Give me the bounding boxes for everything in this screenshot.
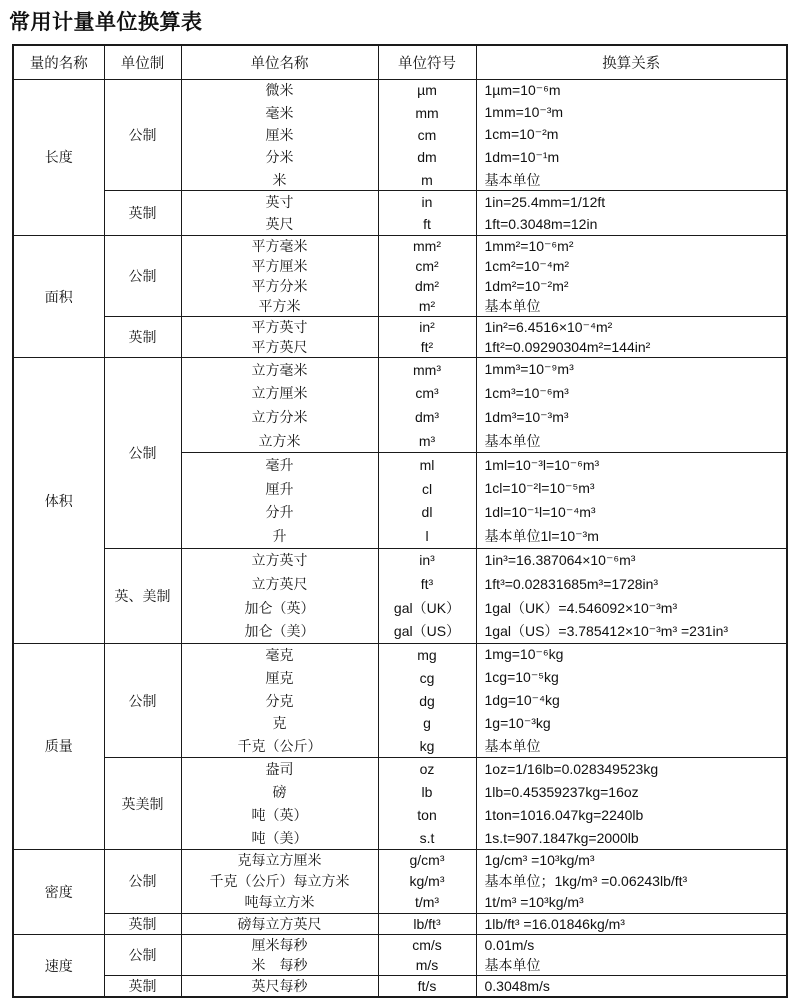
cell-unit-symbol: m² [378, 296, 476, 317]
table-row [13, 548, 787, 572]
table-header [13, 45, 787, 79]
table-body [13, 79, 787, 997]
cell-unit-system: 英制 [104, 191, 181, 236]
cell-unit-symbol: cm³ [378, 382, 476, 406]
cell-unit-symbol: oz [378, 758, 476, 781]
cell-conversion: 1in=25.4mm=1/12ft [476, 191, 787, 213]
table-row [13, 358, 787, 382]
cell-unit-symbol: ft³ [378, 572, 476, 596]
header-row [13, 45, 787, 79]
cell-unit-name: 毫克 [181, 643, 378, 666]
cell-unit-symbol: m/s [378, 955, 476, 976]
cell-unit-name: 厘米 [181, 124, 378, 146]
cell-unit-symbol: dl [378, 501, 476, 525]
cell-unit-name: 英尺 [181, 213, 378, 235]
cell-unit-symbol: ton [378, 804, 476, 827]
cell-conversion: 1cl=10⁻²l=10⁻⁵m³ [476, 477, 787, 501]
cell-unit-name: 厘克 [181, 666, 378, 689]
cell-unit-symbol: mm [378, 101, 476, 123]
cell-conversion: 1mm=10⁻³m [476, 101, 787, 123]
table-row [13, 236, 787, 257]
col-header-unit-system: 单位制 [104, 45, 181, 79]
cell-conversion: 1g=10⁻³kg [476, 712, 787, 735]
cell-unit-symbol: mg [378, 643, 476, 666]
table-row [13, 935, 787, 956]
cell-conversion: 1mg=10⁻⁶kg [476, 643, 787, 666]
cell-conversion: 1ft³=0.02831685m³=1728in³ [476, 572, 787, 596]
cell-conversion: 1ft=0.3048m=12in [476, 213, 787, 235]
conversion-table [12, 44, 788, 998]
cell-unit-symbol: in [378, 191, 476, 213]
cell-unit-symbol: m³ [378, 429, 476, 453]
col-header-unit-symbol: 单位符号 [378, 45, 476, 79]
cell-unit-symbol: dm³ [378, 405, 476, 429]
cell-unit-system: 英、美制 [104, 548, 181, 643]
cell-unit-name: 分米 [181, 146, 378, 168]
cell-conversion: 基本单位 [476, 735, 787, 758]
cell-conversion: 1dm=10⁻¹m [476, 146, 787, 168]
cell-unit-symbol: in² [378, 317, 476, 338]
cell-unit-name: 克 [181, 712, 378, 735]
cell-conversion: 1µm=10⁻⁶m [476, 79, 787, 101]
cell-unit-symbol: cm [378, 124, 476, 146]
cell-unit-symbol: mm³ [378, 358, 476, 382]
cell-quantity-name: 速度 [13, 935, 104, 998]
cell-unit-symbol: t/m³ [378, 892, 476, 913]
cell-conversion: 1mm³=10⁻⁹m³ [476, 358, 787, 382]
table-row [13, 758, 787, 781]
cell-conversion: 1dm²=10⁻²m² [476, 276, 787, 296]
cell-unit-system: 英制 [104, 913, 181, 934]
cell-unit-name: 平方毫米 [181, 236, 378, 257]
cell-unit-symbol: dm [378, 146, 476, 168]
cell-unit-system: 公制 [104, 935, 181, 976]
cell-unit-symbol: cm² [378, 256, 476, 276]
cell-unit-name: 加仑（英） [181, 596, 378, 620]
cell-quantity-name: 密度 [13, 849, 104, 934]
cell-unit-symbol: l [378, 524, 476, 548]
cell-unit-symbol: m [378, 169, 476, 191]
cell-unit-name: 平方英尺 [181, 337, 378, 358]
cell-unit-symbol: dg [378, 689, 476, 712]
cell-conversion: 基本单位1l=10⁻³m [476, 524, 787, 548]
cell-unit-system: 公制 [104, 358, 181, 548]
cell-unit-symbol: g [378, 712, 476, 735]
cell-unit-name: 米 每秒 [181, 955, 378, 976]
table-row [13, 317, 787, 338]
cell-conversion: 基本单位；1kg/m³ =0.06243lb/ft³ [476, 871, 787, 892]
cell-conversion: 1cm³=10⁻⁶m³ [476, 382, 787, 406]
cell-unit-name: 磅每立方英尺 [181, 913, 378, 934]
cell-conversion: 1cg=10⁻⁵kg [476, 666, 787, 689]
cell-conversion: 基本单位 [476, 955, 787, 976]
cell-unit-name: 立方英寸 [181, 548, 378, 572]
cell-unit-symbol: gal（US） [378, 620, 476, 644]
cell-conversion: 1g/cm³ =10³kg/m³ [476, 849, 787, 870]
cell-unit-name: 升 [181, 524, 378, 548]
cell-unit-name: 千克（公斤）每立方米 [181, 871, 378, 892]
cell-conversion: 基本单位 [476, 429, 787, 453]
cell-unit-system: 英制 [104, 976, 181, 998]
col-header-quantity-name: 量的名称 [13, 45, 104, 79]
cell-unit-symbol: lb [378, 781, 476, 804]
cell-unit-symbol: cl [378, 477, 476, 501]
col-header-unit-name: 单位名称 [181, 45, 378, 79]
cell-unit-symbol: in³ [378, 548, 476, 572]
table-row [13, 191, 787, 213]
table-row [13, 849, 787, 870]
cell-unit-system: 公制 [104, 79, 181, 191]
cell-unit-symbol: s.t [378, 826, 476, 849]
cell-unit-name: 平方厘米 [181, 256, 378, 276]
cell-unit-symbol: gal（UK） [378, 596, 476, 620]
cell-unit-symbol: ml [378, 453, 476, 477]
cell-conversion: 1s.t=907.1847kg=2000lb [476, 826, 787, 849]
cell-conversion: 1t/m³ =10³kg/m³ [476, 892, 787, 913]
cell-unit-name: 平方分米 [181, 276, 378, 296]
table-row [13, 976, 787, 998]
cell-unit-symbol: ft/s [378, 976, 476, 998]
cell-conversion: 1lb/ft³ =16.01846kg/m³ [476, 913, 787, 934]
cell-conversion: 1dg=10⁻⁴kg [476, 689, 787, 712]
cell-unit-name: 加仑（美） [181, 620, 378, 644]
cell-unit-system: 英制 [104, 317, 181, 358]
cell-conversion: 1cm=10⁻²m [476, 124, 787, 146]
cell-quantity-name: 体积 [13, 358, 104, 644]
cell-unit-name: 平方米 [181, 296, 378, 317]
cell-unit-name: 分升 [181, 501, 378, 525]
cell-unit-system: 公制 [104, 236, 181, 317]
cell-unit-symbol: cm/s [378, 935, 476, 956]
cell-conversion: 1dm³=10⁻³m³ [476, 405, 787, 429]
cell-conversion: 基本单位 [476, 169, 787, 191]
cell-unit-name: 厘升 [181, 477, 378, 501]
cell-unit-system: 公制 [104, 643, 181, 757]
cell-unit-name: 立方分米 [181, 405, 378, 429]
cell-conversion: 1gal（US）=3.785412×10⁻³m³ =231in³ [476, 620, 787, 644]
cell-unit-symbol: µm [378, 79, 476, 101]
table-row [13, 79, 787, 101]
cell-unit-name: 分克 [181, 689, 378, 712]
cell-unit-name: 克每立方厘米 [181, 849, 378, 870]
cell-unit-name: 吨（美） [181, 826, 378, 849]
cell-unit-symbol: kg/m³ [378, 871, 476, 892]
cell-unit-name: 米 [181, 169, 378, 191]
cell-conversion: 1lb=0.45359237kg=16oz [476, 781, 787, 804]
cell-quantity-name: 面积 [13, 236, 104, 358]
cell-unit-system: 公制 [104, 849, 181, 913]
cell-unit-name: 吨每立方米 [181, 892, 378, 913]
cell-unit-symbol: kg [378, 735, 476, 758]
cell-quantity-name: 长度 [13, 79, 104, 236]
cell-conversion: 1ton=1016.047kg=2240lb [476, 804, 787, 827]
cell-conversion: 1gal（UK）=4.546092×10⁻³m³ [476, 596, 787, 620]
cell-conversion: 1in²=6.4516×10⁻⁴m² [476, 317, 787, 338]
cell-unit-name: 毫升 [181, 453, 378, 477]
cell-unit-system: 英美制 [104, 758, 181, 850]
cell-unit-symbol: cg [378, 666, 476, 689]
table-row [13, 643, 787, 666]
cell-conversion: 0.01m/s [476, 935, 787, 956]
cell-conversion: 1ft²=0.09290304m²=144in² [476, 337, 787, 358]
cell-unit-name: 盎司 [181, 758, 378, 781]
cell-unit-symbol: ft [378, 213, 476, 235]
cell-quantity-name: 质量 [13, 643, 104, 849]
cell-conversion: 1in³=16.387064×10⁻⁶m³ [476, 548, 787, 572]
cell-unit-name: 磅 [181, 781, 378, 804]
cell-unit-name: 千克（公斤） [181, 735, 378, 758]
cell-conversion: 1ml=10⁻³l=10⁻⁶m³ [476, 453, 787, 477]
cell-unit-symbol: ft² [378, 337, 476, 358]
cell-unit-name: 立方毫米 [181, 358, 378, 382]
cell-unit-name: 立方英尺 [181, 572, 378, 596]
cell-conversion: 1dl=10⁻¹l=10⁻⁴m³ [476, 501, 787, 525]
cell-conversion: 1mm²=10⁻⁶m² [476, 236, 787, 257]
page-title: 常用计量单位换算表 [9, 11, 203, 34]
cell-conversion: 0.3048m/s [476, 976, 787, 998]
cell-unit-name: 厘米每秒 [181, 935, 378, 956]
cell-unit-name: 平方英寸 [181, 317, 378, 338]
cell-unit-name: 吨（英） [181, 804, 378, 827]
cell-unit-symbol: g/cm³ [378, 849, 476, 870]
cell-unit-name: 立方厘米 [181, 382, 378, 406]
cell-unit-name: 立方米 [181, 429, 378, 453]
cell-unit-symbol: mm² [378, 236, 476, 257]
cell-conversion: 1cm²=10⁻⁴m² [476, 256, 787, 276]
col-header-conversion: 换算关系 [476, 45, 787, 79]
cell-conversion: 1oz=1/16lb=0.028349523kg [476, 758, 787, 781]
cell-unit-name: 英尺每秒 [181, 976, 378, 998]
cell-unit-name: 英寸 [181, 191, 378, 213]
cell-unit-symbol: dm² [378, 276, 476, 296]
cell-unit-name: 微米 [181, 79, 378, 101]
table-row [13, 913, 787, 934]
cell-conversion: 基本单位 [476, 296, 787, 317]
cell-unit-name: 毫米 [181, 101, 378, 123]
cell-unit-symbol: lb/ft³ [378, 913, 476, 934]
